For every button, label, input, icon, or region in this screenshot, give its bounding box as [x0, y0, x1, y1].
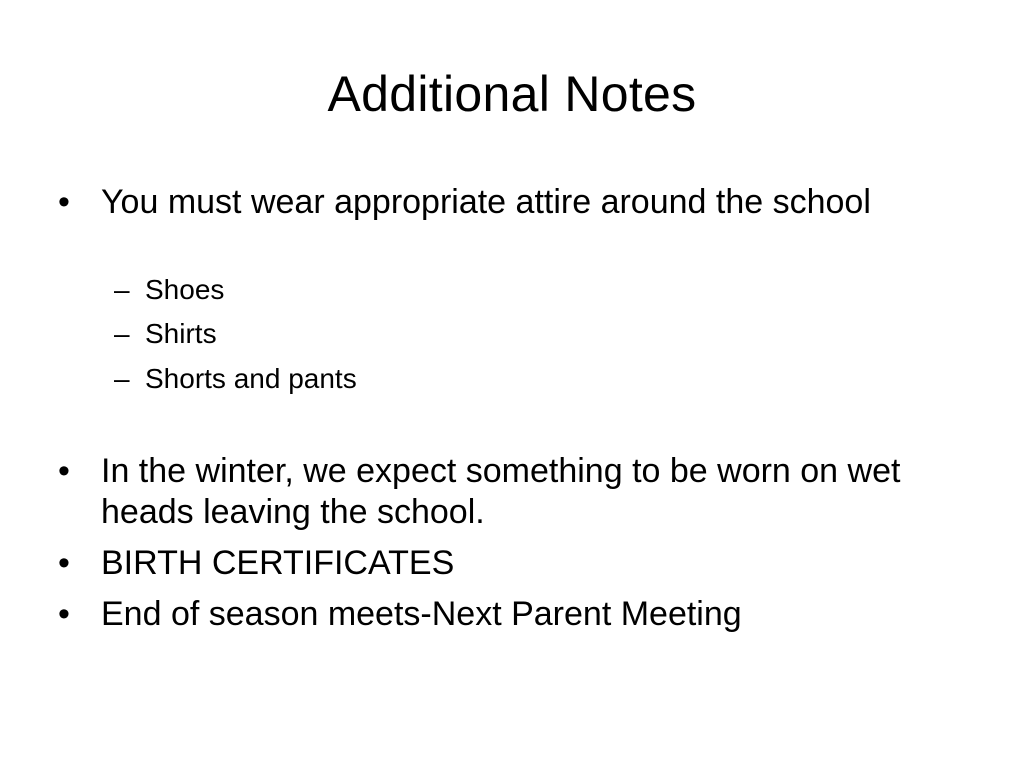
sub-item-shoes: [114, 273, 224, 307]
bullet-text: In the winter, we expect something to be worn on wet heads leaving the school.: [101, 452, 901, 531]
sub-marker: –: [114, 363, 130, 394]
bullet-text: BIRTH CERTIFICATES: [101, 544, 455, 582]
sub-item-text: Shoes: [145, 274, 225, 305]
bullet-item-winter: [58, 451, 978, 533]
bullet-item-birth-certificates: [58, 543, 978, 584]
bullet-item-season-meets: [58, 594, 978, 635]
sub-item-text: Shirts: [145, 318, 217, 349]
bullet-text: You must wear appropriate attire around the school: [101, 183, 871, 221]
bullet-text: End of season meets-Next Parent Meeting: [101, 595, 742, 633]
sub-item-text: Shorts and pants: [145, 363, 357, 394]
bullet-item-attire: [58, 182, 978, 223]
bullet-marker: •: [58, 183, 70, 221]
sub-item-shorts: [114, 362, 357, 396]
sub-item-shirts: [114, 317, 217, 351]
slide-title: Additional Notes: [327, 66, 697, 122]
sub-marker: –: [114, 274, 130, 305]
bullet-marker: •: [58, 595, 70, 633]
sub-marker: –: [114, 318, 130, 349]
bullet-marker: •: [58, 452, 70, 490]
bullet-marker: •: [58, 544, 70, 582]
